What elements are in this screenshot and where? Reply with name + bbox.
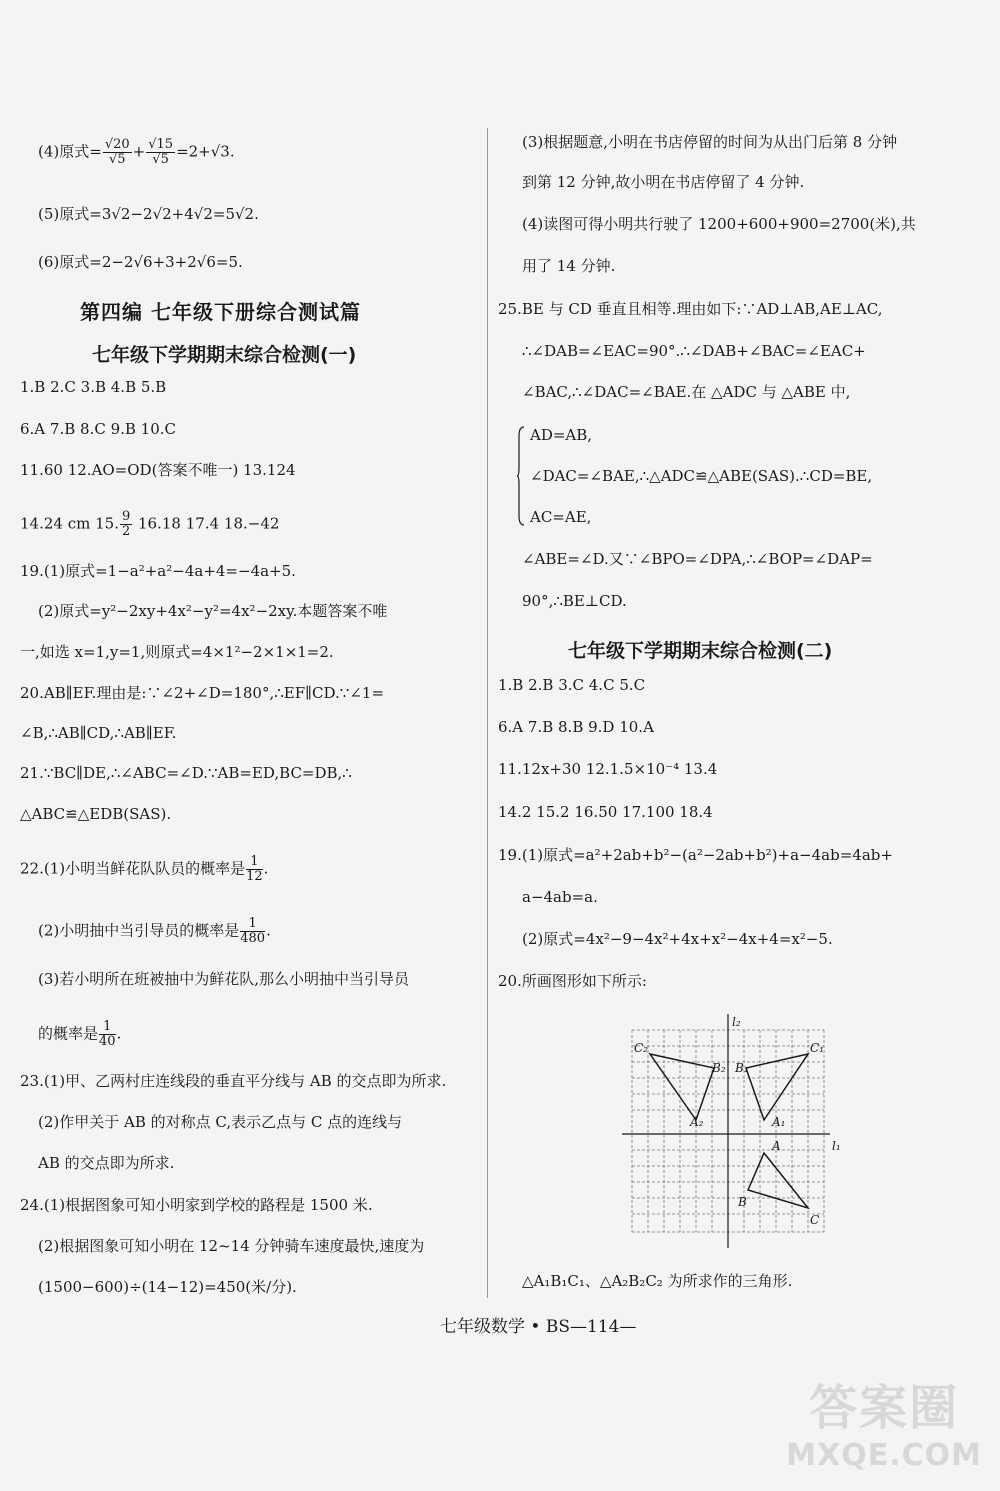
label-a2: A₂ (690, 1115, 704, 1129)
q24-line-2: (2)根据图象可知小明在 12~14 分钟骑车速度最快,速度为 (38, 1237, 425, 1255)
choice-row-1: 1.B 2.C 3.B 4.B 5.B (20, 378, 167, 396)
label-l1: l₁ (832, 1139, 841, 1153)
fraction: $\frac{√20}{√5}$ (104, 137, 130, 167)
test1-title: 七年级下学期期末综合检测(一) (92, 344, 357, 366)
left-brace (517, 426, 525, 526)
label-a1: A₁ (772, 1115, 786, 1129)
choice-row-2: 6.A 7.B 8.C 9.B 10.C (20, 420, 177, 438)
label-c: C (810, 1213, 820, 1227)
answer-5: (5)原式=3√2−2√2+4√2=5√2. (38, 205, 259, 223)
q22-line-1: 22.(1)小明当鲜花队队员的概率是 $\frac{1}{12}$ . (20, 854, 269, 884)
label-l2: l₂ (732, 1015, 741, 1029)
fill-row-2: 14.24 cm 15. $\frac{9}{2}$ 16.18 17.4 18.−42 (20, 509, 280, 539)
q23-line-2: (2)作甲关于 AB 的对称点 C,表示乙点与 C 点的连线与 (38, 1113, 403, 1131)
fraction: $\frac{√15}{√5}$ (148, 137, 174, 167)
section-title: 第四编 七年级下册综合测试篇 (80, 300, 361, 324)
q25-line-5: ∠DAC=∠BAE,∴△ADC≌△ABE(SAS).∴CD=BE, (530, 467, 873, 485)
watermark (786, 1369, 982, 1473)
q22-line-4: 的概率是 $\frac{1}{40}$ . (38, 1019, 122, 1049)
t19-line-3: (2)原式=4x²−9−4x²+4x+x²−4x+4=x²−5. (522, 930, 833, 948)
label-c2: C₂ (634, 1041, 648, 1055)
label-c1: C₁ (810, 1041, 824, 1055)
choice2-row-1: 1.B 2.B 3.C 4.C 5.C (498, 676, 646, 694)
q25-line-4: AD=AB, (530, 426, 593, 444)
q25-line-2: ∴∠DAB=∠EAC=90°.∴∠DAB+∠BAC=∠EAC+ (522, 342, 866, 360)
q25-line-1: 25.BE 与 CD 垂直且相等.理由如下:∵AD⊥AB,AE⊥AC, (498, 300, 883, 318)
label-b1: B₁ (735, 1061, 749, 1075)
grid-figure (620, 1010, 850, 1250)
q21-line-1: 21.∵BC∥DE,∴∠ABC=∠D.∵AB=ED,BC=DB,∴ (20, 764, 352, 782)
fraction: $\frac{9}{2}$ (121, 509, 131, 539)
q24-line-3: (1500−600)÷(14−12)=450(米/分). (38, 1278, 297, 1296)
page-footer: 七年级数学 • BS—114— (440, 1317, 637, 1337)
label-a: A (772, 1139, 781, 1153)
q24-3-line-1: (3)根据题意,小明在书店停留的时间为从出门后第 8 分钟 (522, 133, 898, 151)
q19-line-3: 一,如选 x=1,y=1,则原式=4×1²−2×1×1=2. (20, 643, 334, 661)
q22-line-3: (3)若小明所在班被抽中为鲜花队,那么小明抽中当引导员 (38, 970, 410, 988)
q24-4-line-1: (4)读图可得小明共行驶了 1200+600+900=2700(米),共 (522, 215, 916, 233)
watermark-url: MXQE.COM (786, 1438, 982, 1473)
answer-6: (6)原式=2−2√6+3+2√6=5. (38, 253, 243, 271)
fill2-row-2: 14.2 15.2 16.50 17.100 18.4 (498, 803, 713, 821)
q21-line-2: △ABC≌△EDB(SAS). (20, 805, 172, 823)
choice2-row-2: 6.A 7.B 8.B 9.D 10.A (498, 718, 654, 736)
label-b: B (738, 1195, 747, 1209)
t19-line-2: a−4ab=a. (522, 888, 598, 906)
q20-line-1: 20.AB∥EF.理由是:∵∠2+∠D=180°,∴EF∥CD.∵∠1= (20, 684, 385, 702)
q22-line-2: (2)小明抽中当引导员的概率是 $\frac{1}{480}$ . (38, 916, 271, 946)
fraction: $\frac{1}{40}$ (99, 1019, 116, 1049)
q24-3-line-2: 到第 12 分钟,故小明在书店停留了 4 分钟. (522, 173, 805, 191)
q20-line-2: ∠B,∴AB∥CD,∴AB∥EF. (20, 724, 177, 742)
label-b2: B₂ (712, 1061, 726, 1075)
test2-title: 七年级下学期期末综合检测(二) (568, 640, 833, 662)
watermark-logo: 答案圈 (809, 1380, 960, 1436)
q23-line-1: 23.(1)甲、乙两村庄连线段的垂直平分线与 AB 的交点即为所求. (20, 1072, 447, 1090)
q24-4-line-2: 用了 14 分钟. (522, 257, 616, 275)
triangle-abc (748, 1153, 808, 1208)
fraction: $\frac{1}{480}$ (240, 916, 266, 946)
q24-line-1: 24.(1)根据图象可知小明家到学校的路程是 1500 米. (20, 1196, 373, 1214)
fill-row-1: 11.60 12.AO=OD(答案不唯一) 13.124 (20, 461, 296, 479)
t20-line-1: 20.所画图形如下所示: (498, 972, 647, 990)
q25-line-3: ∠BAC,∴∠DAC=∠BAE.在 △ADC 与 △ABE 中, (522, 383, 851, 401)
q25-line-7: ∠ABE=∠D.又∵∠BPO=∠DPA,∴∠BOP=∠DAP= (522, 550, 873, 568)
q25-line-6: AC=AE, (530, 508, 592, 526)
t19-line-1: 19.(1)原式=a²+2ab+b²−(a²−2ab+b²)+a−4ab=4ab+ (498, 846, 893, 864)
t20-line-2: △A₁B₁C₁、△A₂B₂C₂ 为所求作的三角形. (522, 1272, 793, 1290)
q25-line-8: 90°,∴BE⊥CD. (522, 592, 627, 610)
answer-4: (4)原式= $\frac{√20}{√5}$ + $\frac{√15}{√5}$ =2+√3. (38, 137, 235, 167)
q23-line-3: AB 的交点即为所求. (38, 1154, 175, 1172)
q19-line-2: (2)原式=y²−2xy+4x²−y²=4x²−2xy.本题答案不唯 (38, 602, 388, 620)
column-divider (487, 128, 488, 1298)
fill2-row-1: 11.12x+30 12.1.5×10⁻⁴ 13.4 (498, 760, 718, 778)
fraction: $\frac{1}{12}$ (246, 854, 263, 884)
q19-line-1: 19.(1)原式=1−a²+a²−4a+4=−4a+5. (20, 562, 296, 580)
